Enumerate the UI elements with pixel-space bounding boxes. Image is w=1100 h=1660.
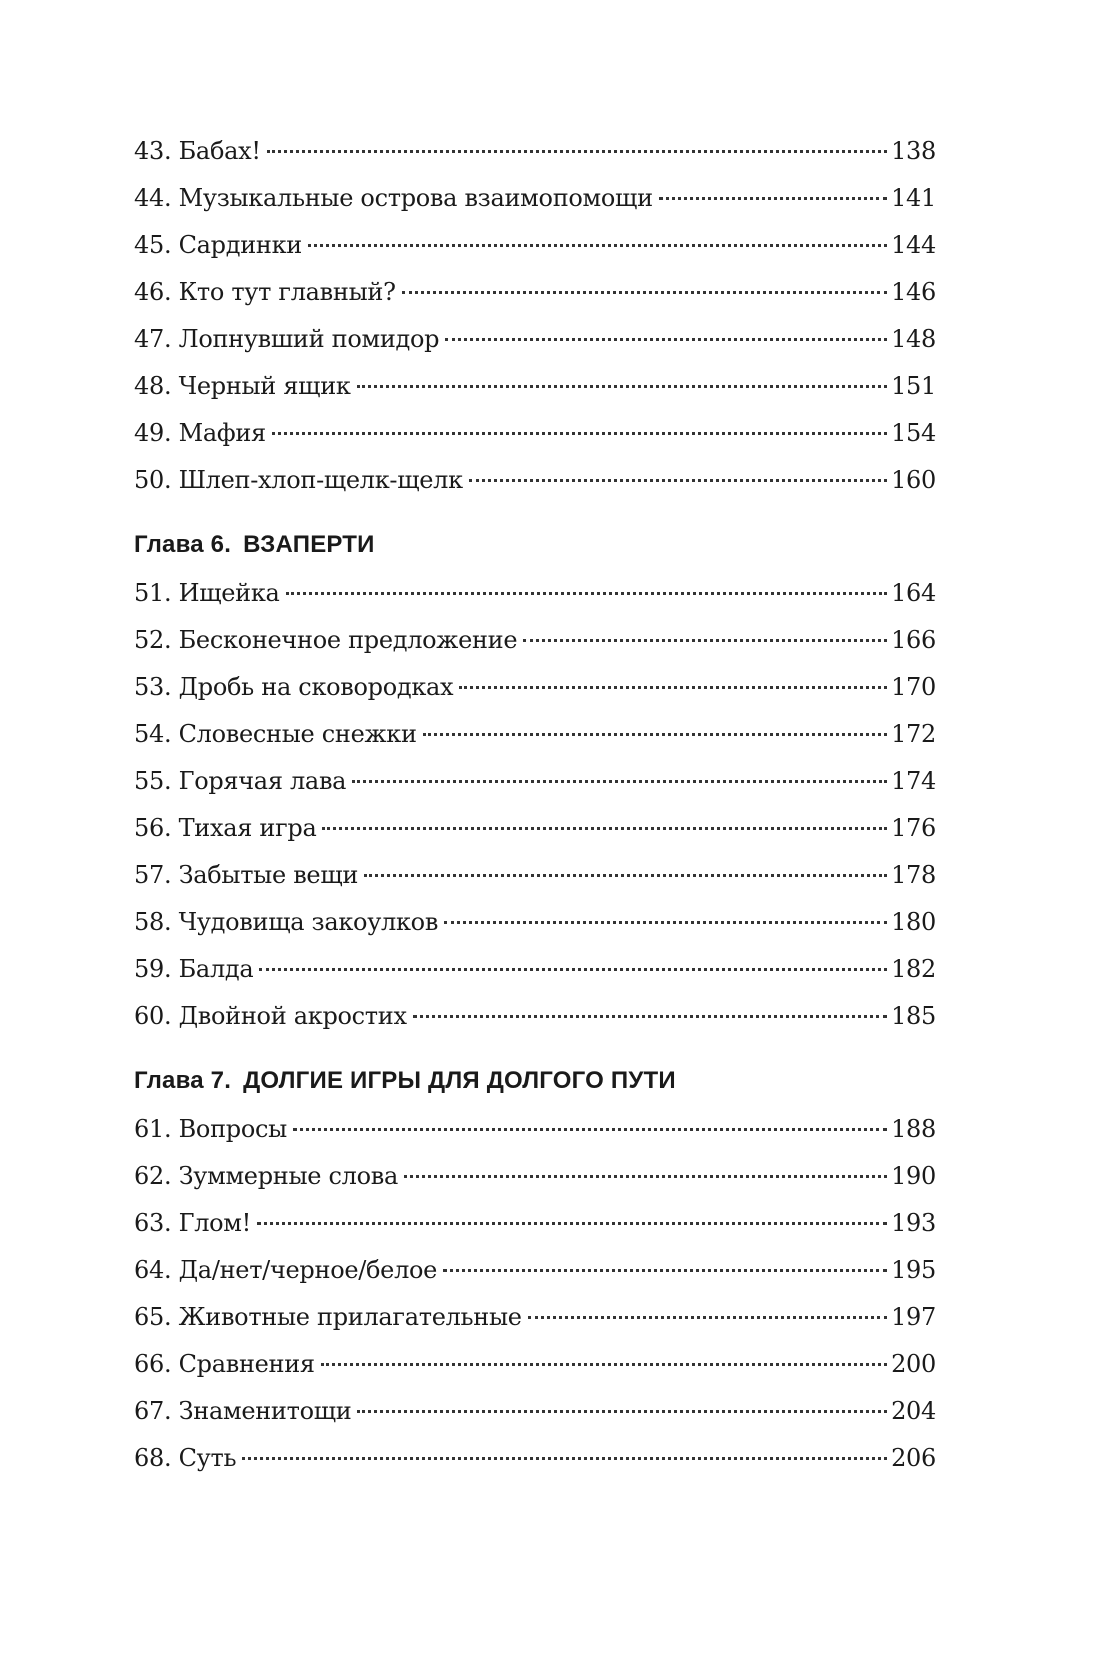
dot-leader xyxy=(322,827,887,830)
toc-section xyxy=(134,1056,936,1482)
toc-entry[interactable] xyxy=(134,269,936,316)
toc-entry-title: 64. Да/нет/черное/белое xyxy=(134,1256,438,1284)
dot-leader xyxy=(445,338,887,341)
toc-entry-page: 154 xyxy=(891,419,936,447)
toc-entry[interactable] xyxy=(134,758,936,805)
dot-leader xyxy=(257,1222,887,1225)
toc-entry-page: 178 xyxy=(891,861,936,889)
toc-entry[interactable] xyxy=(134,457,936,504)
chapter-heading xyxy=(134,520,936,570)
toc-entry-title: 60. Двойной акростих xyxy=(134,1002,407,1030)
toc-entry-title: 58. Чудовища закоулков xyxy=(134,908,439,936)
toc-entry-title: 55. Горячая лава xyxy=(134,767,347,795)
toc-entry-title: 46. Кто тут главный? xyxy=(134,278,396,306)
toc-entry[interactable] xyxy=(134,805,936,852)
dot-leader xyxy=(259,968,887,971)
toc-entry[interactable] xyxy=(134,993,936,1040)
toc-entry-title: 52. Бесконечное предложение xyxy=(134,626,518,654)
toc-entry[interactable] xyxy=(134,128,936,175)
toc-entry-page: 197 xyxy=(891,1303,936,1331)
toc-entry-page: 176 xyxy=(891,814,936,842)
toc-entry-page: 180 xyxy=(891,908,936,936)
toc-entry-title: 43. Бабах! xyxy=(134,137,261,165)
chapter-label: Глава 6. xyxy=(134,531,232,558)
toc-entry-title: 48. Черный ящик xyxy=(134,372,351,400)
toc-entry-page: 182 xyxy=(891,955,936,983)
dot-leader xyxy=(286,592,888,595)
toc-entry[interactable] xyxy=(134,617,936,664)
dot-leader xyxy=(352,780,887,783)
dot-leader xyxy=(402,291,887,294)
toc-entry-title: 54. Словесные снежки xyxy=(134,720,417,748)
dot-leader xyxy=(293,1128,887,1131)
dot-leader xyxy=(357,385,887,388)
dot-leader xyxy=(444,921,887,924)
toc-entry-page: 206 xyxy=(891,1444,936,1472)
toc-section xyxy=(134,128,936,504)
dot-leader xyxy=(659,197,887,200)
dot-leader xyxy=(357,1410,887,1413)
toc-entry-page: 195 xyxy=(891,1256,936,1284)
toc-entry-page: 204 xyxy=(891,1397,936,1425)
dot-leader xyxy=(413,1015,887,1018)
dot-leader xyxy=(523,639,887,642)
toc-entry[interactable] xyxy=(134,222,936,269)
toc-entry-title: 57. Забытые вещи xyxy=(134,861,359,889)
toc-entry-title: 66. Сравнения xyxy=(134,1350,315,1378)
toc-entry[interactable] xyxy=(134,1247,936,1294)
toc-entry[interactable] xyxy=(134,316,936,363)
dot-leader xyxy=(267,150,887,153)
dot-leader xyxy=(364,874,887,877)
toc-entry[interactable] xyxy=(134,664,936,711)
toc-entry-page: 170 xyxy=(891,673,936,701)
toc-entry-title: 61. Вопросы xyxy=(134,1115,287,1143)
toc-entry-title: 44. Музыкальные острова взаимопомощи xyxy=(134,184,653,212)
dot-leader xyxy=(443,1269,887,1272)
toc-entry-page: 188 xyxy=(891,1115,936,1143)
dot-leader xyxy=(469,479,887,482)
toc-section xyxy=(134,520,936,1040)
chapter-title: ДОЛГИЕ ИГРЫ ДЛЯ ДОЛГОГО ПУТИ xyxy=(243,1067,676,1094)
toc-entry-page: 174 xyxy=(891,767,936,795)
toc-entry-title: 49. Мафия xyxy=(134,419,266,447)
toc-entry-page: 172 xyxy=(891,720,936,748)
chapter-label: Глава 7. xyxy=(134,1067,232,1094)
toc-entry-title: 65. Животные прилагательные xyxy=(134,1303,522,1331)
toc-entry[interactable] xyxy=(134,711,936,758)
dot-leader xyxy=(308,244,887,247)
toc-entry-page: 164 xyxy=(891,579,936,607)
dot-leader xyxy=(321,1363,887,1366)
toc-entry[interactable] xyxy=(134,175,936,222)
dot-leader xyxy=(459,686,887,689)
toc-entry-page: 146 xyxy=(891,278,936,306)
toc-entry[interactable] xyxy=(134,570,936,617)
toc-entry-page: 144 xyxy=(891,231,936,259)
dot-leader xyxy=(242,1457,887,1460)
toc-entry-title: 45. Сардинки xyxy=(134,231,302,259)
toc-entry-page: 160 xyxy=(891,466,936,494)
toc-entry-title: 63. Глом! xyxy=(134,1209,251,1237)
toc-entry-title: 67. Знаменитощи xyxy=(134,1397,352,1425)
toc-entry[interactable] xyxy=(134,899,936,946)
dot-leader xyxy=(404,1175,887,1178)
toc-entry-title: 68. Суть xyxy=(134,1444,237,1472)
toc-entry[interactable] xyxy=(134,1294,936,1341)
chapter-title: ВЗАПЕРТИ xyxy=(243,531,375,558)
toc-entry-page: 190 xyxy=(891,1162,936,1190)
dot-leader xyxy=(272,432,887,435)
toc-entry[interactable] xyxy=(134,363,936,410)
toc-entry-title: 51. Ищейка xyxy=(134,579,280,607)
toc-entry-title: 62. Зуммерные слова xyxy=(134,1162,398,1190)
toc-entry[interactable] xyxy=(134,946,936,993)
toc-entry[interactable] xyxy=(134,1341,936,1388)
toc-entry[interactable] xyxy=(134,1435,936,1482)
toc-entry-page: 193 xyxy=(891,1209,936,1237)
toc-entry-page: 200 xyxy=(891,1350,936,1378)
toc-entry[interactable] xyxy=(134,1200,936,1247)
toc-entry-page: 138 xyxy=(891,137,936,165)
toc-entry[interactable] xyxy=(134,1153,936,1200)
toc-entry[interactable] xyxy=(134,410,936,457)
toc-entry[interactable] xyxy=(134,1388,936,1435)
toc-entry-page: 148 xyxy=(891,325,936,353)
toc-entry-page: 141 xyxy=(891,184,936,212)
toc-entry-title: 47. Лопнувший помидор xyxy=(134,325,440,353)
toc-entry-page: 166 xyxy=(891,626,936,654)
toc-entry-page: 185 xyxy=(891,1002,936,1030)
toc-entry[interactable] xyxy=(134,1106,936,1153)
table-of-contents xyxy=(134,128,936,1482)
chapter-heading xyxy=(134,1056,936,1106)
toc-entry-title: 53. Дробь на сковородках xyxy=(134,673,454,701)
toc-entry-title: 50. Шлеп-хлоп-щелк-щелк xyxy=(134,466,463,494)
toc-entry[interactable] xyxy=(134,852,936,899)
toc-entry-title: 59. Балда xyxy=(134,955,254,983)
dot-leader xyxy=(423,733,887,736)
toc-entry-page: 151 xyxy=(891,372,936,400)
toc-entry-title: 56. Тихая игра xyxy=(134,814,317,842)
dot-leader xyxy=(528,1316,887,1319)
